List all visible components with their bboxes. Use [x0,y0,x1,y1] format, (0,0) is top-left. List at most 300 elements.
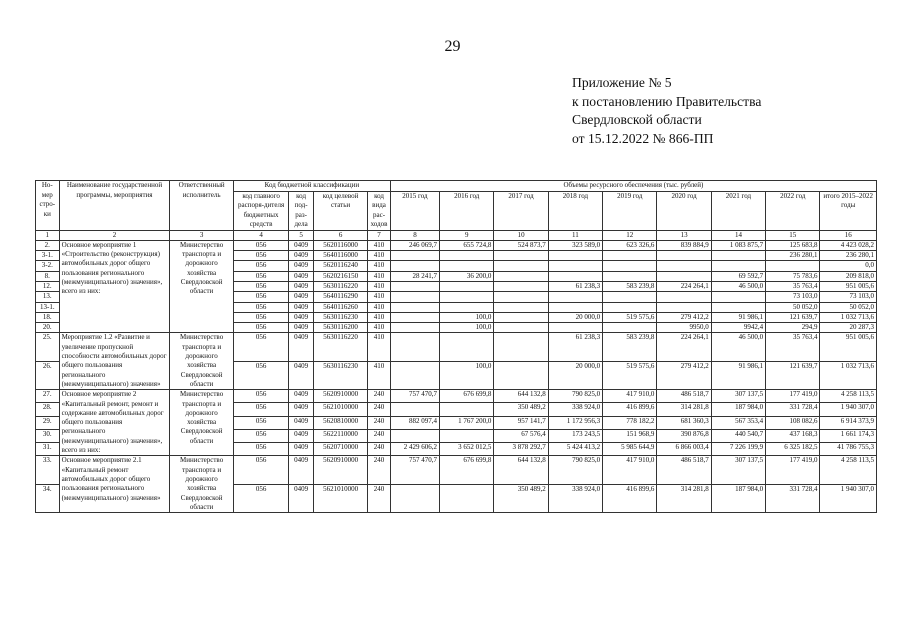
code-target: 5630116230 [313,312,367,322]
code-expense-type: 240 [368,416,391,429]
code-subsection: 0409 [289,456,314,484]
code-subsection: 0409 [289,484,314,512]
appendix-line: к постановлению Правительства [572,93,762,109]
row-number: 20. [36,323,60,333]
year-value [494,323,548,333]
year-value: 50 052,0 [766,302,820,312]
year-value: 28 241,7 [390,271,439,281]
year-value: 486 518,7 [657,456,711,484]
year-value: 61 238,3 [548,281,602,291]
code-expense-type: 240 [368,429,391,442]
column-number: 11 [548,230,602,240]
program-name: Основное мероприятие 2.1 «Капитальный ремонт автомобильных дорог общего пользования регионального (межмуниципального) значения» [59,456,170,513]
year-value: 416 899,6 [603,403,657,416]
header-row-number: Но-мер стро-ки [36,181,60,231]
year-value: 681 360,3 [657,416,711,429]
row-number: 26. [36,361,60,389]
code-subsection: 0409 [289,390,314,403]
year-value: 3 878 292,7 [494,443,548,456]
year-value: 839 884,9 [657,240,711,250]
code-expense-type: 410 [368,261,391,271]
year-value: 567 353,4 [711,416,765,429]
total-value: 6 914 373,9 [820,416,877,429]
year-value [711,251,765,261]
total-value: 73 103,0 [820,292,877,302]
code-expense-type: 410 [368,323,391,333]
total-value: 1 940 307,0 [820,403,877,416]
code-subsection: 0409 [289,443,314,456]
year-value: 121 639,7 [766,361,820,389]
year-value: 187 984,0 [711,403,765,416]
code-main-manager: 056 [233,292,288,302]
year-value: 323 589,0 [548,240,602,250]
year-value: 224 264,1 [657,281,711,291]
year-value [440,261,494,271]
year-value: 73 103,0 [766,292,820,302]
year-value [657,271,711,281]
funding-table [35,180,877,513]
row-number: 2. [36,240,60,250]
year-value [548,271,602,281]
year-value: 91 986,1 [711,312,765,322]
code-expense-type: 240 [368,443,391,456]
year-value [494,281,548,291]
code-main-manager: 056 [233,361,288,389]
year-value [711,292,765,302]
total-value: 209 818,0 [820,271,877,281]
code-subsection: 0409 [289,323,314,333]
executor: Министерство транспорта и дорожного хозяйства Свердловской области [170,456,234,513]
year-value: 338 924,0 [548,403,602,416]
year-value: 100,0 [440,312,494,322]
header-year: 2022 год [766,191,820,230]
code-main-manager: 056 [233,403,288,416]
year-value: 314 281,8 [657,484,711,512]
year-value [657,302,711,312]
program-name: Основное мероприятие 2 «Капитальный ремонт, ремонт и содержание автомобильных дорог общего пользования регионального (межмуниципального) значения», всего из них: [59,390,170,456]
year-value [390,361,439,389]
code-expense-type: 410 [368,271,391,281]
row-number: 12. [36,281,60,291]
year-value: 3 652 012,5 [440,443,494,456]
program-name: Основное мероприятие 1 «Строительство (реконструкция) автомобильных дорог общего пользования регионального (межмуниципального) значения», всего из них: [59,240,170,333]
header-year: 2015 год [390,191,439,230]
column-number: 1 [36,230,60,240]
year-value [390,281,439,291]
year-value [603,261,657,271]
year-value: 790 825,0 [548,390,602,403]
row-number: 34. [36,484,60,512]
header-total: итого 2015–2022 годы [820,191,877,230]
code-subsection: 0409 [289,416,314,429]
year-value [440,302,494,312]
column-number: 3 [170,230,234,240]
row-number: 3-2. [36,261,60,271]
year-value: 417 910,0 [603,456,657,484]
code-target: 5640116260 [313,302,367,312]
code-subsection: 0409 [289,333,314,361]
code-main-manager: 056 [233,251,288,261]
year-value: 125 683,8 [766,240,820,250]
row-number: 13-1. [36,302,60,312]
year-value: 790 825,0 [548,456,602,484]
year-value [548,302,602,312]
year-value [390,403,439,416]
year-value: 437 168,3 [766,429,820,442]
code-expense-type: 410 [368,302,391,312]
code-main-manager: 056 [233,416,288,429]
code-target: 5630116230 [313,361,367,389]
row-number: 31. [36,443,60,456]
program-name: Мероприятие 1.2 «Развитие и увеличение пропускной способности автомобильных дорог общего пользования регионального (межмуниципального) значения» [59,333,170,390]
code-target: 5620910000 [313,456,367,484]
year-value: 6 325 182,5 [766,443,820,456]
row-number: 30. [36,429,60,442]
code-target: 5620710000 [313,443,367,456]
total-value: 236 280,1 [820,251,877,261]
row-number: 29. [36,416,60,429]
code-main-manager: 056 [233,429,288,442]
code-main-manager: 056 [233,456,288,484]
year-value: 644 132,8 [494,456,548,484]
code-main-manager: 056 [233,281,288,291]
year-value: 75 783,6 [766,271,820,281]
table-row [36,240,877,250]
year-value: 151 968,9 [603,429,657,442]
executor: Министерство транспорта и дорожного хозяйства Свердловской области [170,240,234,333]
year-value: 279 412,2 [657,312,711,322]
year-value: 314 281,8 [657,403,711,416]
code-subsection: 0409 [289,240,314,250]
year-value: 67 576,4 [494,429,548,442]
column-number: 6 [313,230,367,240]
column-number: 8 [390,230,439,240]
appendix-line: Приложение № 5 [572,75,672,90]
year-value: 417 910,0 [603,390,657,403]
column-number: 5 [289,230,314,240]
code-subsection: 0409 [289,281,314,291]
code-expense-type: 240 [368,390,391,403]
column-number: 7 [368,230,391,240]
header-code-target: код целевой статьи [313,191,367,230]
year-value [440,484,494,512]
code-expense-type: 240 [368,484,391,512]
year-value: 778 182,2 [603,416,657,429]
year-value: 583 239,8 [603,281,657,291]
year-value: 35 763,4 [766,333,820,361]
year-value [494,333,548,361]
code-subsection: 0409 [289,271,314,281]
page-number: 29 [444,38,461,55]
year-value: 957 141,7 [494,416,548,429]
year-value: 338 924,0 [548,484,602,512]
code-expense-type: 410 [368,361,391,389]
year-value: 416 899,6 [603,484,657,512]
year-value: 676 699,8 [440,456,494,484]
code-target: 5640116000 [313,251,367,261]
code-target: 5620910000 [313,390,367,403]
year-value: 35 763,4 [766,281,820,291]
year-value: 46 500,0 [711,281,765,291]
year-value [390,484,439,512]
code-subsection: 0409 [289,251,314,261]
year-value: 440 540,7 [711,429,765,442]
year-value: 69 592,7 [711,271,765,281]
year-value: 757 470,7 [390,456,439,484]
year-value [603,302,657,312]
total-value: 50 052,0 [820,302,877,312]
year-value [603,251,657,261]
column-number: 2 [59,230,170,240]
year-value [711,302,765,312]
code-subsection: 0409 [289,261,314,271]
column-number: 15 [766,230,820,240]
year-value [440,333,494,361]
year-value: 1 083 875,7 [711,240,765,250]
code-subsection: 0409 [289,302,314,312]
year-value [390,292,439,302]
appendix-line: Свердловской области [572,112,702,127]
table-row [36,333,877,361]
year-value [440,251,494,261]
year-value [494,271,548,281]
funding-table-wrapper [35,180,877,513]
year-value [657,261,711,271]
total-value: 4 258 113,5 [820,390,877,403]
code-expense-type: 410 [368,251,391,261]
year-value: 121 639,7 [766,312,820,322]
code-target: 5621010000 [313,484,367,512]
year-value: 46 500,0 [711,333,765,361]
row-number: 25. [36,333,60,361]
year-value: 331 728,4 [766,403,820,416]
year-value: 519 575,6 [603,312,657,322]
row-number: 13. [36,292,60,302]
code-main-manager: 056 [233,312,288,322]
year-value [657,292,711,302]
year-value [390,302,439,312]
column-number: 12 [603,230,657,240]
header-year: 2017 год [494,191,548,230]
year-value: 307 137,5 [711,390,765,403]
header-year: 2016 год [440,191,494,230]
column-number: 10 [494,230,548,240]
header-budget-classification: Код бюджетной классификации [233,181,390,192]
column-number: 16 [820,230,877,240]
code-target: 5630116220 [313,333,367,361]
year-value: 91 986,1 [711,361,765,389]
year-value: 307 137,5 [711,456,765,484]
row-number: 28. [36,403,60,416]
year-value: 5 424 413,2 [548,443,602,456]
code-expense-type: 410 [368,333,391,361]
year-value: 20 000,0 [548,361,602,389]
total-value: 1 940 307,0 [820,484,877,512]
code-subsection: 0409 [289,403,314,416]
row-number: 8. [36,271,60,281]
appendix-line: от 15.12.2022 № 866-ПП [572,130,714,146]
code-subsection: 0409 [289,292,314,302]
column-number: 13 [657,230,711,240]
year-value [440,292,494,302]
table-row [36,456,877,484]
year-value: 519 575,6 [603,361,657,389]
row-number: 27. [36,390,60,403]
year-value [548,261,602,271]
total-value: 1 032 713,6 [820,312,877,322]
column-number: 9 [440,230,494,240]
total-value: 0,0 [820,261,877,271]
code-main-manager: 056 [233,390,288,403]
year-value: 350 489,2 [494,484,548,512]
year-value: 224 264,1 [657,333,711,361]
row-number: 18. [36,312,60,322]
code-main-manager: 056 [233,484,288,512]
code-subsection: 0409 [289,361,314,389]
year-value: 486 518,7 [657,390,711,403]
column-number: 14 [711,230,765,240]
code-main-manager: 056 [233,302,288,312]
total-value: 1 661 174,3 [820,429,877,442]
header-code-main-manager: код главного распоря-дителя бюджетных средств [233,191,288,230]
code-expense-type: 410 [368,240,391,250]
code-target: 5630116220 [313,281,367,291]
code-target: 5620216150 [313,271,367,281]
year-value: 2 429 606,2 [390,443,439,456]
year-value [440,429,494,442]
year-value: 390 876,8 [657,429,711,442]
year-value: 524 873,7 [494,240,548,250]
total-value: 4 258 113,5 [820,456,877,484]
year-value: 177 419,0 [766,456,820,484]
year-value: 644 132,8 [494,390,548,403]
year-value: 5 985 644,9 [603,443,657,456]
year-value: 108 082,6 [766,416,820,429]
column-number: 4 [233,230,288,240]
year-value: 246 069,7 [390,240,439,250]
year-value [390,312,439,322]
year-value [390,251,439,261]
year-value [390,429,439,442]
year-value: 882 097,4 [390,416,439,429]
year-value: 61 238,3 [548,333,602,361]
code-main-manager: 056 [233,240,288,250]
year-value: 20 000,0 [548,312,602,322]
year-value: 177 419,0 [766,390,820,403]
header-year: 2018 год [548,191,602,230]
header-year: 2021 год [711,191,765,230]
year-value: 7 226 199,9 [711,443,765,456]
total-value: 41 786 755,3 [820,443,877,456]
year-value: 583 239,8 [603,333,657,361]
year-value [390,261,439,271]
total-value: 951 005,6 [820,281,877,291]
code-expense-type: 240 [368,456,391,484]
code-target: 5621010000 [313,403,367,416]
year-value: 173 243,5 [548,429,602,442]
year-value: 36 200,0 [440,271,494,281]
year-value: 9950,0 [657,323,711,333]
year-value: 676 699,8 [440,390,494,403]
year-value [766,261,820,271]
code-target: 5630116200 [313,323,367,333]
year-value: 350 489,2 [494,403,548,416]
year-value: 294,9 [766,323,820,333]
code-target: 5622110000 [313,429,367,442]
year-value: 1 767 200,0 [440,416,494,429]
code-main-manager: 056 [233,333,288,361]
total-value: 20 287,3 [820,323,877,333]
year-value [603,292,657,302]
table-row [36,390,877,403]
executor: Министерство транспорта и дорожного хозяйства Свердловской области [170,333,234,390]
year-value [603,271,657,281]
year-value [390,333,439,361]
code-expense-type: 410 [368,281,391,291]
year-value: 236 280,1 [766,251,820,261]
header-code-subsection: код под-раз-дела [289,191,314,230]
header-year: 2019 год [603,191,657,230]
year-value [548,251,602,261]
year-value: 187 984,0 [711,484,765,512]
code-subsection: 0409 [289,312,314,322]
year-value: 279 412,2 [657,361,711,389]
year-value: 100,0 [440,361,494,389]
total-value: 4 423 028,2 [820,240,877,250]
row-number: 3-1. [36,251,60,261]
year-value [548,323,602,333]
year-value [657,251,711,261]
code-expense-type: 410 [368,292,391,302]
year-value: 6 866 003,4 [657,443,711,456]
code-main-manager: 056 [233,271,288,281]
total-value: 951 005,6 [820,333,877,361]
year-value: 1 172 956,3 [548,416,602,429]
code-main-manager: 056 [233,443,288,456]
year-value: 9942,4 [711,323,765,333]
year-value: 623 326,6 [603,240,657,250]
year-value [494,361,548,389]
year-value [548,292,602,302]
code-main-manager: 056 [233,323,288,333]
year-value [440,281,494,291]
code-target: 5620116000 [313,240,367,250]
code-main-manager: 056 [233,261,288,271]
year-value [390,323,439,333]
header-year: 2020 год [657,191,711,230]
year-value [494,312,548,322]
code-subsection: 0409 [289,429,314,442]
year-value: 757 470,7 [390,390,439,403]
year-value: 331 728,4 [766,484,820,512]
code-expense-type: 240 [368,403,391,416]
header-executor: Ответственный исполнитель [170,181,234,231]
year-value [494,292,548,302]
appendix-block [572,74,761,148]
year-value [440,403,494,416]
table-body [36,240,877,512]
total-value: 1 032 713,6 [820,361,877,389]
column-number-row [36,230,877,240]
year-value [494,251,548,261]
year-value: 100,0 [440,323,494,333]
header-funding-volumes: Объемы ресурсного обеспечения (тыс. рублей) [390,181,876,192]
row-number: 33. [36,456,60,484]
year-value [494,302,548,312]
header-program-name: Наименование государственной программы, мероприятия [59,181,170,231]
executor: Министерство транспорта и дорожного хозяйства Свердловской области [170,390,234,456]
code-target: 5620116240 [313,261,367,271]
